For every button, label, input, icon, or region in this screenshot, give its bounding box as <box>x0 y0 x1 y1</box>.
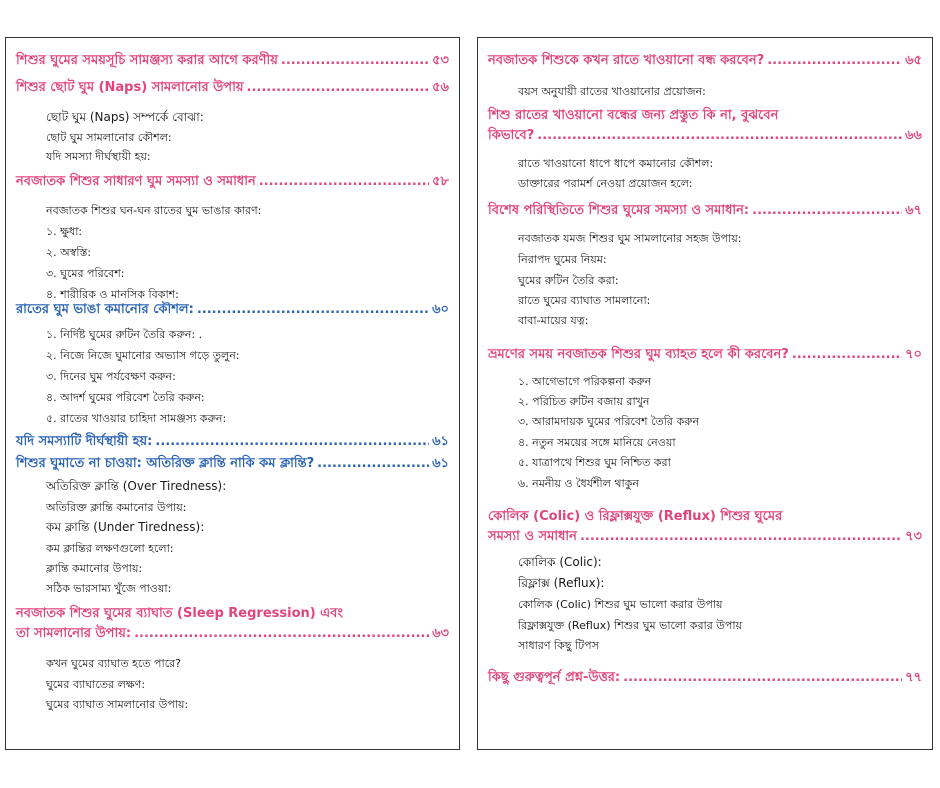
toc-subitem: অতিরিক্ত ক্লান্তি কমানোর উপায়: <box>46 501 187 514</box>
leader-dots <box>792 345 902 365</box>
page-number: ৬৬ <box>905 128 922 143</box>
toc-subitem: নিরাপদ ঘুমের নিয়ম: <box>518 253 607 266</box>
toc-heading[interactable]: শিশু রাতের খাওয়ানো বন্ধের জন্য প্রস্তুত কি না, বুঝবেন কিভাবে? ..... ৬৬ <box>488 106 922 146</box>
toc-subitem: যদি সমস্যা দীর্ঘস্থায়ী হয়: <box>46 150 151 163</box>
page-number: ৫৬ <box>432 80 449 95</box>
toc-subitem: নবজাতক যমজ শিশুর ঘুম সামলানোর সহজ উপায়: <box>518 232 742 245</box>
page-number: ৭৩ <box>905 529 922 544</box>
toc-subitem: সাধারণ কিছু টিপস <box>518 639 599 652</box>
toc-subitem: বয়স অনুযায়ী রাতের খাওয়ানোর প্রয়োজন: <box>518 85 706 98</box>
page-number: ৬৩ <box>432 626 449 641</box>
toc-subitem: কম ক্লান্তি (Under Tiredness): <box>46 520 205 534</box>
toc-page-right <box>477 37 933 750</box>
leader-dots <box>580 527 902 547</box>
toc-heading[interactable]: নবজাতক শিশুর ঘুমের ব্যাঘাত (Sleep Regression) এবং তা সামলানোর উপায়: ..... ৬৩ <box>16 604 449 644</box>
leader-dots <box>752 201 902 221</box>
toc-subitem: রিফ্লাক্স (Reflux): <box>518 576 605 590</box>
toc-subitem: ঘুমের ব্যাঘাত সামলানোর উপায়: <box>46 698 189 711</box>
leader-dots <box>134 624 429 644</box>
toc-heading[interactable]: যদি সমস্যাটি দীর্ঘস্থায়ী হয়: ..... ৬১ <box>16 432 449 452</box>
toc-subitem: ৬. নমনীয় ও ধৈর্যশীল থাকুন <box>518 477 639 490</box>
toc-heading[interactable]: শিশুর ছোট ঘুম (Naps) সামলানোর উপায় ..... ৫৬ <box>16 78 449 98</box>
toc-subitem: ৩. দিনের ঘুম পর্যবেক্ষণ করুন: <box>46 370 176 383</box>
page-number: ৬৫ <box>905 53 922 68</box>
toc-subitem: ৫. যাত্রাপথে শিশুর ঘুম নিশ্চিত করা <box>518 456 671 469</box>
page-number: ৬৭ <box>905 203 922 218</box>
toc-subitem: ২. অস্বস্তি: <box>46 246 92 259</box>
leader-dots <box>317 454 429 474</box>
toc-heading[interactable]: বিশেষ পরিস্থিতিতে শিশুর ঘুমের সমস্যা ও সমাধান: ..... ৬৭ <box>488 201 922 221</box>
toc-subitem: নবজাতক শিশুর ঘন-ঘন রাতের ঘুম ভাঙার কারণ: <box>46 204 262 217</box>
toc-subitem: ৩. ঘুমের পরিবেশ: <box>46 267 125 280</box>
toc-subitem: কোলিক (Colic) শিশুর ঘুম ভালো করার উপায় <box>518 598 723 611</box>
toc-heading[interactable]: শিশুর ঘুমাতে না চাওয়া: অতিরিক্ত ক্লান্তি নাকি কম ক্লান্তি? ..... ৬১ <box>16 454 449 474</box>
leader-dots <box>281 51 429 71</box>
toc-subitem: রাতে খাওয়ানো ধাপে ধাপে কমানোর কৌশল: <box>518 157 714 170</box>
toc-subitem: ক্লান্তি কমানোর উপায়: <box>46 562 143 575</box>
toc-heading[interactable]: নবজাতক শিশুকে কখন রাতে খাওয়ানো বন্ধ করবেন? ..... ৬৫ <box>488 51 922 71</box>
page-number: ৬০ <box>432 302 449 317</box>
page-number: ৫৩ <box>432 53 449 68</box>
toc-heading[interactable]: কিছু গুরুত্বপূর্ন প্রশ্ন-উত্তর: ..... ৭৭ <box>488 668 922 688</box>
toc-subitem: অতিরিক্ত ক্লান্তি (Over Tiredness): <box>46 479 227 493</box>
toc-subitem: ১. নির্দিষ্ট ঘুমের রুটিন তৈরি করুন: . <box>46 328 203 341</box>
toc-subitem: ৩. আরামদায়ক ঘুমের পরিবেশ তৈরি করুন <box>518 415 700 428</box>
page-number: ৫৮ <box>432 174 449 189</box>
toc-heading[interactable]: রাতের ঘুম ভাঙা কমানোর কৌশল: ..... ৬০ <box>16 300 449 320</box>
toc-subitem: রিফ্লাক্সযুক্ত (Reflux) শিশুর ঘুম ভালো করার উপায় <box>518 619 742 632</box>
toc-subitem: ১. আগেভাগে পরিকল্পনা করুন <box>518 375 652 388</box>
toc-heading[interactable]: ভ্রমণের সময় নবজাতক শিশুর ঘুম ব্যাহত হলে কী করবেন? ..... ৭০ <box>488 345 922 365</box>
toc-subitem: ২. পরিচিত রুটিন বজায় রাখুন <box>518 395 650 408</box>
page-number: ৭০ <box>905 347 922 362</box>
toc-subitem: ৪. নতুন সময়ের সঙ্গে মানিয়ে নেওয়া <box>518 436 676 449</box>
leader-dots <box>247 78 430 98</box>
leader-dots <box>259 172 429 192</box>
leader-dots <box>537 126 902 146</box>
toc-subitem: বাবা-মায়ের যত্ন: <box>518 314 589 327</box>
toc-subitem: ছোট ঘুম সামলানোর কৌশল: <box>46 131 172 144</box>
toc-subitem: কম ক্লান্তির লক্ষণগুলো হলো: <box>46 542 174 555</box>
toc-subitem: ১. ক্ষুধা: <box>46 225 83 238</box>
leader-dots <box>155 432 429 452</box>
toc-subitem: কখন ঘুমের ব্যাঘাত হতে পারে? <box>46 657 182 670</box>
toc-subitem: ৪. শারীরিক ও মানসিক বিকাশ: <box>46 288 179 301</box>
toc-heading[interactable]: কোলিক (Colic) ও রিফ্লাক্সযুক্ত (Reflux) শিশুর ঘুমের সমস্যা ও সমাধান ..... ৭৩ <box>488 507 922 547</box>
toc-heading[interactable]: শিশুর ঘুমের সময়সূচি সামঞ্জস্য করার আগে করণীয় ..... ৫৩ <box>16 51 449 71</box>
page-number: ৬১ <box>432 456 449 471</box>
toc-subitem: ৫. রাতের খাওয়ার চাহিদা সামঞ্জস্য করুন: <box>46 412 227 425</box>
leader-dots <box>623 668 902 688</box>
toc-subitem: কোলিক (Colic): <box>518 555 602 569</box>
leader-dots <box>197 300 429 320</box>
toc-subitem: ছোট ঘুম (Naps) সম্পর্কে বোঝা: <box>46 110 204 124</box>
toc-subitem: ডাক্তারের পরামর্শ নেওয়া প্রয়োজন হলে: <box>518 177 693 190</box>
toc-heading[interactable]: নবজাতক শিশুর সাধারণ ঘুম সমস্যা ও সমাধান ..... ৫৮ <box>16 172 449 192</box>
page-number: ৬১ <box>432 434 449 449</box>
toc-subitem: ঘুমের রুটিন তৈরি করা: <box>518 274 619 287</box>
toc-subitem: ৪. আদর্শ ঘুমের পরিবেশ তৈরি করুন: <box>46 391 205 404</box>
toc-page-left <box>5 37 460 750</box>
toc-subitem: ঘুমের ব্যাঘাতের লক্ষণ: <box>46 678 146 691</box>
toc-subitem: ২. নিজে নিজে ঘুমানোর অভ্যাস গড়ে তুলুন: <box>46 349 240 362</box>
leader-dots <box>767 51 902 71</box>
page-number: ৭৭ <box>905 670 922 685</box>
toc-subitem: রাতে ঘুমের ব্যাঘাত সামলানো: <box>518 294 651 307</box>
toc-subitem: সঠিক ভারসাম্য খুঁজে পাওয়া: <box>46 582 172 595</box>
